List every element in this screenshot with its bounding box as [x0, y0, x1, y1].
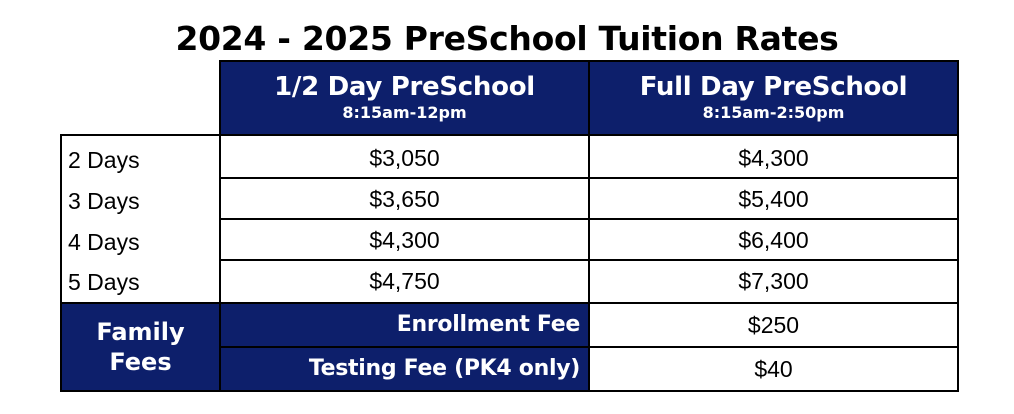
- half-day-value: $4,750: [369, 268, 440, 294]
- full-day-value: $7,300: [738, 268, 809, 294]
- column-header-full-day: [588, 60, 959, 136]
- enrollment-fee-label-cell: [219, 302, 590, 348]
- column-header-half-day: [219, 60, 590, 136]
- column-header-half-day-name: 1/2 Day PreSchool: [274, 72, 535, 102]
- family-fees-label: [60, 302, 221, 392]
- half-day-value: $4,300: [369, 227, 440, 253]
- full-day-value: $5,400: [738, 186, 809, 212]
- enrollment-fee-label: Enrollment Fee: [396, 312, 580, 337]
- full-day-values-block: [588, 134, 959, 304]
- column-header-full-day-name: Full Day PreSchool: [639, 72, 908, 102]
- half-day-value: $3,650: [369, 186, 440, 212]
- full-day-value: $4,300: [738, 145, 809, 171]
- testing-fee-value-cell: [588, 346, 959, 392]
- family-fees-label-line1: Family: [96, 318, 185, 346]
- row-label: 4 Days: [68, 229, 140, 255]
- enrollment-fee-value-cell: [588, 302, 959, 348]
- half-day-values-block: [219, 134, 590, 304]
- row-labels-block: [60, 134, 221, 304]
- page-title: 2024 - 2025 PreSchool Tuition Rates: [175, 19, 839, 58]
- testing-fee-label: Testing Fee (PK4 only): [308, 356, 580, 381]
- testing-fee-value: $40: [754, 356, 793, 382]
- row-label: 2 Days: [68, 147, 140, 173]
- column-header-half-day-hours: 8:15am-12pm: [342, 103, 467, 122]
- column-header-full-day-hours: 8:15am-2:50pm: [702, 103, 845, 122]
- row-label: 3 Days: [68, 188, 140, 214]
- half-day-value: $3,050: [369, 145, 440, 171]
- full-day-value: $6,400: [738, 227, 809, 253]
- testing-fee-label-cell: [219, 346, 590, 392]
- enrollment-fee-value: $250: [747, 312, 800, 338]
- family-fees-label-line2: Fees: [109, 348, 172, 376]
- row-label: 5 Days: [68, 269, 140, 295]
